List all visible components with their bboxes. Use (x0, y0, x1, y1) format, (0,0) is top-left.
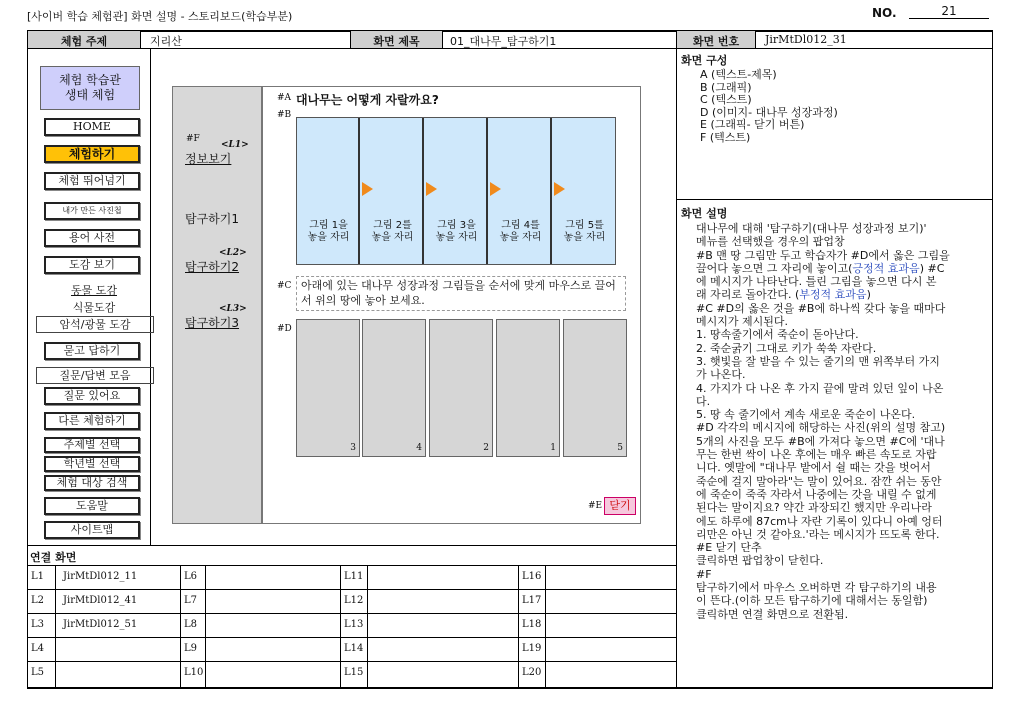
photo-number: 5 (617, 443, 623, 453)
link-id-cell: L14 (344, 643, 364, 654)
link-id-cell: L13 (344, 619, 364, 630)
explore1-item[interactable]: 탐구하기1 (185, 212, 240, 226)
description-line: #C #D의 옳은 것을 #B에 하나씩 갖다 놓을 때마다 (696, 301, 946, 315)
nav-divider (150, 48, 151, 545)
positive-sound-text: 긍정적 효과음 (852, 261, 920, 275)
document-title: [사이버 학습 체험관] 화면 설명 - 스토리보드(학습부분) (27, 10, 293, 23)
composition-divider (677, 199, 992, 200)
link-id-cell: L9 (184, 643, 198, 654)
frame-right-line (992, 30, 993, 687)
description-line: 에도 하루에 87cm나 자란 기록이 있다니 아예 엉터 (696, 514, 943, 528)
screen-title-label: 화면 제목 (373, 35, 420, 48)
instruction-text: 아래에 있는 대나무 성장과정 그림들을 순서에 맞게 마우스로 끌어서 위의 땅에 놓아 보세요. (296, 276, 626, 311)
link-target-cell: JirMtDl012_41 (63, 595, 138, 606)
nav-header (40, 66, 140, 110)
growth-photo[interactable] (296, 319, 360, 457)
description-line: 2. 죽순굵기 그대로 키가 쑥쑥 자란다. (696, 341, 877, 355)
nav-qna-button[interactable]: 묻고 답하기 (44, 342, 140, 360)
nav-home-button[interactable]: HOME (44, 118, 140, 136)
description-line: 5. 땅 속 줄기에서 계속 새로운 죽순이 나온다. (696, 408, 916, 422)
nav-header-line1: 체험 학습관 (59, 73, 121, 87)
l2-tag: <L2> (219, 248, 247, 258)
link-id-cell: L5 (31, 667, 45, 678)
slot-1-line2: 놓을 자리 (307, 232, 350, 243)
description-line: #B 맨 땅 그림만 두고 학습자가 #D에서 옳은 그림을 (696, 248, 950, 262)
description-line: #F (696, 567, 712, 581)
arrow-right-icon (554, 182, 565, 196)
description-line (696, 288, 988, 301)
link-id-cell: L2 (31, 595, 45, 606)
link-id-cell: L4 (31, 643, 45, 654)
nav-my-album-button[interactable]: 내가 만든 사진첩 (44, 202, 140, 220)
description-line: 다. (696, 394, 711, 408)
nav-experience-button[interactable]: 체험하기 (44, 145, 140, 163)
description-line: 에 메시지가 나타난다. 틀린 그림을 놓으면 다시 본 (696, 275, 937, 289)
link-id-cell: L6 (184, 571, 198, 582)
arrow-right-icon (426, 182, 437, 196)
composition-item: D (이미지- 대나무 성장과정) (700, 105, 838, 119)
screen-no-value: JirMtDl012_31 (765, 33, 847, 46)
link-id-cell: L20 (522, 667, 542, 678)
description-line: 1. 땅속줄기에서 죽순이 돋아난다. (696, 328, 859, 342)
slot-3-line1: 그림 3을 (437, 220, 476, 231)
nav-encyclopedia-button[interactable]: 도감 보기 (44, 256, 140, 274)
growth-photo[interactable] (496, 319, 560, 457)
description-line: 가 나온다. (696, 368, 746, 382)
link-id-cell: L12 (344, 595, 364, 606)
nav-ask-question-button[interactable]: 질문 있어요 (44, 387, 140, 405)
composition-item: E (그래픽- 닫기 버튼) (700, 118, 805, 131)
composition-item: A (텍스트-제목) (700, 68, 777, 81)
nav-target-search-button[interactable]: 체험 대상 검색 (44, 475, 140, 491)
a-tag: #A (277, 93, 292, 103)
nav-plant-guide-link[interactable]: 식물도감 (72, 301, 116, 314)
link-id-cell: L11 (344, 571, 364, 582)
description-text: 래 자리로 돌아간다. ( (696, 288, 800, 302)
description-line: 에 죽순이 죽죽 자라서 나중에는 갓을 내릴 수 없게 (696, 487, 937, 501)
nav-skip-experience-button[interactable]: 체험 뛰어넘기 (44, 172, 140, 190)
link-id-cell: L19 (522, 643, 542, 654)
popup-title: 대나무는 어떻게 자랄까요? (296, 93, 439, 107)
slot-4-line2: 놓을 자리 (499, 232, 542, 243)
link-id-cell: L17 (522, 595, 542, 606)
nav-header-line2: 생태 체험 (64, 88, 116, 102)
explore3-link[interactable]: 탐구하기3 (185, 316, 240, 330)
slot-3-line2: 놓을 자리 (435, 232, 478, 243)
nav-glossary-button[interactable]: 용어 사전 (44, 229, 140, 247)
screen-no-label: 화면 번호 (692, 35, 740, 48)
link-id-cell: L8 (184, 619, 198, 630)
l1-tag: <L1> (221, 140, 249, 150)
description-text: 끌어다 놓으면 그 자리에 놓이고( (696, 261, 853, 275)
info-view-link[interactable]: 정보보기 (185, 152, 232, 166)
photo-number: 4 (416, 443, 422, 453)
description-line: #E 닫기 단추 (696, 541, 762, 555)
nav-rock-mineral-button[interactable]: 암석/광물 도감 (36, 316, 154, 333)
nav-other-experience-button[interactable]: 다른 체험하기 (44, 412, 140, 430)
photo-number: 2 (483, 443, 489, 453)
description-line: 4. 가지가 다 나온 후 가지 끝에 말려 있던 잎이 나온 (696, 381, 944, 395)
subject-label: 체험 주제 (60, 35, 108, 48)
arrow-right-icon (490, 182, 501, 196)
l3-tag: <L3> (219, 304, 247, 314)
description-line: 무는 한번 싹이 나온 후에는 매우 빠른 속도로 자랍 (696, 448, 937, 462)
b-tag: #B (277, 110, 292, 120)
slot-5-line2: 놓을 자리 (563, 232, 606, 243)
description-line: 대나무에 대해 '탐구하기(대나무 성장과정 보기)' (696, 222, 927, 235)
f-tag: #F (186, 134, 200, 144)
description-line: 3. 햇빛을 잘 받을 수 있는 줄기의 맨 위쪽부터 가지 (696, 354, 940, 368)
description-body (696, 222, 988, 621)
composition-item: C (텍스트) (700, 93, 752, 106)
nav-grade-select-button[interactable]: 학년별 선택 (44, 456, 140, 472)
links-top-line (27, 545, 677, 546)
composition-heading: 화면 구성 (681, 54, 728, 67)
description-line: 된다는 말이지요? 약간 과장되긴 했지만 우리나라 (696, 501, 932, 515)
link-target-cell: JirMtDl012_11 (63, 571, 138, 582)
growth-photo[interactable] (362, 319, 426, 457)
photo-number: 1 (550, 443, 556, 453)
top-border (27, 30, 992, 32)
slot-5-line1: 그림 5를 (565, 220, 604, 231)
description-text: ) #C (919, 261, 945, 275)
description-line: 메뉴를 선택했을 경우의 팝업창 (696, 235, 845, 249)
description-line: 클릭하면 연결 화면으로 전환됨. (696, 607, 849, 621)
subject-value: 지리산 (150, 35, 182, 48)
description-line: 죽순에 걸지 말아라"는 말이 있어요. 잠깐 쉬는 동안 (696, 474, 942, 488)
c-tag: #C (277, 281, 292, 291)
growth-photo[interactable] (429, 319, 493, 457)
description-line: #D 각각의 메시지에 해당하는 사진(위의 설명 참고) (696, 421, 946, 435)
photo-number: 3 (350, 443, 356, 453)
growth-photo[interactable] (563, 319, 627, 457)
description-text: ) (866, 288, 871, 302)
drop-slot-1[interactable] (297, 118, 360, 264)
page-number-label: NO. (872, 6, 897, 20)
negative-sound-text: 부정적 효과음 (799, 288, 867, 302)
e-tag: #E (588, 501, 603, 511)
slot-1-line1: 그림 1을 (309, 220, 348, 231)
composition-item: F (텍스트) (700, 130, 751, 144)
description-line (696, 262, 988, 275)
d-tag: #D (277, 324, 292, 334)
link-target-cell: JirMtDl012_51 (63, 619, 138, 630)
drop-area[interactable] (296, 117, 616, 265)
nav-topic-select-button[interactable]: 주제별 선택 (44, 437, 140, 453)
link-id-cell: L3 (31, 619, 45, 630)
links-heading: 연결 화면 (30, 551, 77, 564)
description-line: 니다. 옛말에 "대나무 밭에서 쉴 때는 갓을 벗어서 (696, 461, 931, 475)
description-line: 메시지가 제시된다. (696, 315, 789, 329)
explore2-link[interactable]: 탐구하기2 (185, 260, 240, 274)
slot-4-line1: 그림 4를 (501, 220, 540, 231)
arrow-right-icon (362, 182, 373, 196)
description-line: 탐구하기에서 마우스 오버하면 각 탐구하기의 내용 (696, 581, 937, 595)
composition-item: B (그래픽) (700, 80, 752, 94)
description-line: 리만은 아닌 것 같아요.'라는 메시지가 뜨도록 한다. (696, 527, 940, 541)
description-line: 이 뜬다.(이하 모든 탐구하기에 대해서는 동일함) (696, 594, 928, 608)
slot-2-line1: 그림 2를 (373, 220, 412, 231)
close-button[interactable]: 닫기 (604, 497, 636, 515)
link-id-cell: L10 (184, 667, 204, 678)
link-id-cell: L15 (344, 667, 364, 678)
link-id-cell: L16 (522, 571, 542, 582)
nav-animal-guide-link[interactable]: 동물 도감 (70, 284, 117, 297)
link-id-cell: L1 (31, 571, 45, 582)
page-number-value: 21 (909, 4, 989, 19)
link-id-cell: L18 (522, 619, 542, 630)
screen-title-value: 01_대나무_탐구하기1 (450, 35, 557, 48)
frame-bottom-line (27, 687, 993, 689)
nav-help-button[interactable]: 도움말 (44, 497, 140, 515)
description-line: 5개의 사진을 모두 #B에 가져다 놓으면 #C에 '대나 (696, 434, 945, 448)
description-line: 클릭하면 팝업창이 닫힌다. (696, 554, 824, 568)
description-heading: 화면 설명 (681, 207, 728, 220)
nav-sitemap-button[interactable]: 사이트맵 (44, 521, 140, 539)
link-id-cell: L7 (184, 595, 198, 606)
composition-list (700, 69, 838, 144)
slot-2-line2: 놓을 자리 (371, 232, 414, 243)
nav-qna-collection-button[interactable]: 질문/답변 모음 (36, 367, 154, 384)
